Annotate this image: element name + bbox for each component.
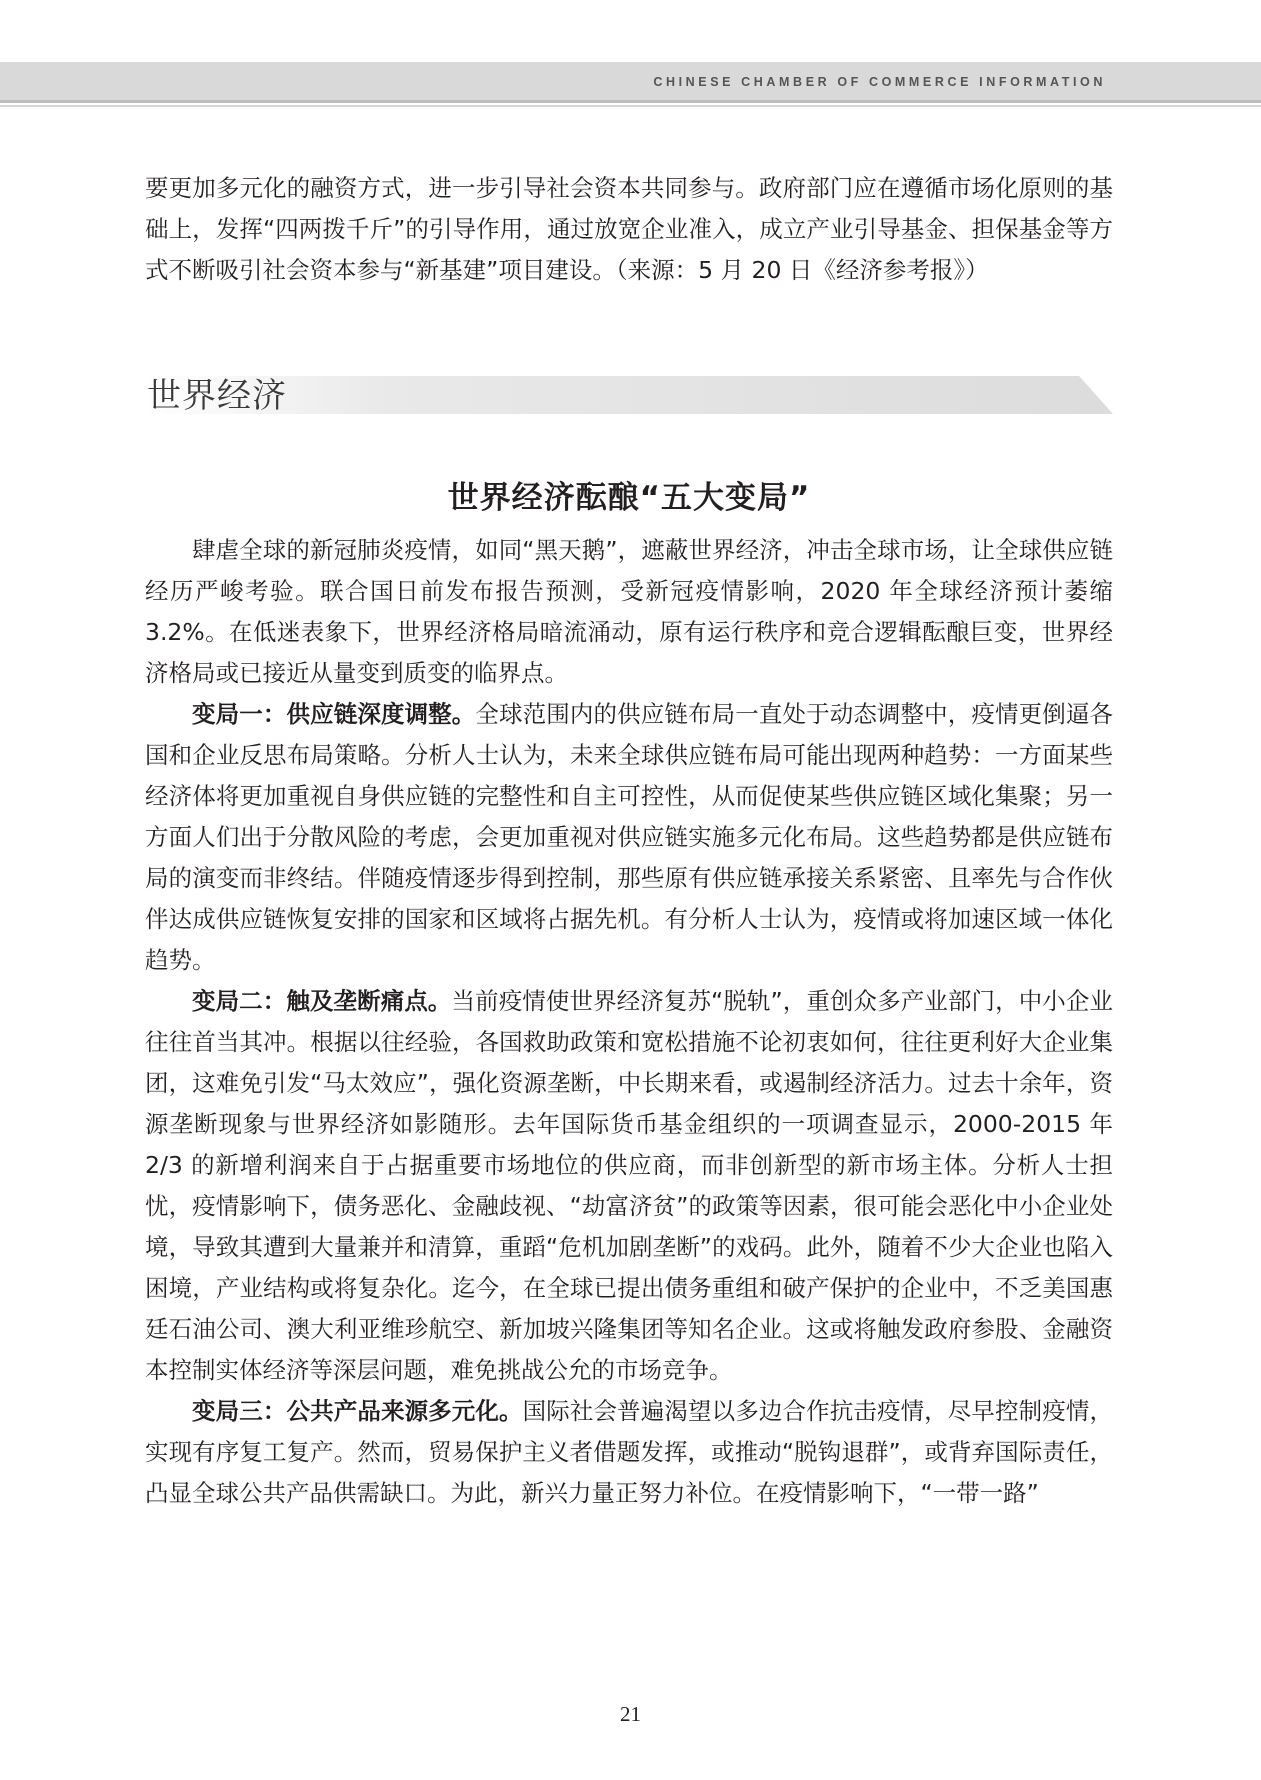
page-number: 21 [620, 1702, 641, 1726]
change-one-paragraph [145, 694, 1113, 981]
change-two-heading: 变局二：触及垄断痛点。 [192, 987, 452, 1015]
running-header-band [0, 62, 1261, 103]
change-three-heading: 变局三：公共产品来源多元化。 [192, 1397, 523, 1425]
header-divider [0, 105, 1261, 107]
change-one-heading: 变局一：供应链深度调整。 [192, 700, 476, 728]
continued-paragraph: 要更加多元化的融资方式，进一步引导社会资本共同参与。政府部门应在遵循市场化原则的基础上，发挥“四两拨千斤”的引导作用，通过放宽企业准入，成立产业引导基金、担保基金等方式不断吸引社会资本参与“新基建”项目建设。（来源：5 月 20 日《经济参考报》） [145, 174, 1113, 284]
change-three-paragraph [145, 1391, 1113, 1514]
change-two-text: 当前疫情使世界经济复苏“脱轨”，重创众多产业部门，中小企业往往首当其冲。根据以往经验，各国救助政策和宽松措施不论初衷如何，往往更利好大企业集团，这难免引发“马太效应”，强化资源垄断，中长期来看，或遏制经济活力。过去十余年，资源垄断现象与世界经济如影随形。去年国际货币基金组织的一项调查显示，2000-2015 年 2/3 的新增利润来自于占据重要市场地位的供应商，而非创新型的新市场主体。分析人士担忧，疫情影响下，债务恶化、金融歧视、“劫富济贫”的政策等因素，很可能会恶化中小企业处境，导致其遭到大量兼并和清算，重蹈“危机加剧垄断”的戏码。此外，随着不少大企业也陷入困境，产业结构或将复杂化。迄今，在全球已提出债务重组和破产保护的企业中，不乏美国惠廷石油公司、澳大利亚维珍航空、新加坡兴隆集团等知名企业。这或将触发政府参股、金融资本控制实体经济等深层问题，难免挑战公允的市场竞争。 [145, 987, 1113, 1384]
article-title: 世界经济酝酿“五大变局” [447, 479, 811, 516]
running-header-title: CHINESE CHAMBER OF COMMERCE INFORMATION [653, 75, 1106, 89]
change-one-text: 全球范围内的供应链布局一直处于动态调整中，疫情更倒逼各国和企业反思布局策略。分析人士认为，未来全球供应链布局可能出现两种趋势：一方面某些经济体将更加重视自身供应链的完整性和自主可控性，从而促使某些供应链区域化集聚；另一方面人们出于分散风险的考虑，会更加重视对供应链实施多元化布局。这些趋势都是供应链布局的演变而非终结。伴随疫情逐步得到控制，那些原有供应链承接关系紧密、且率先与合作伙伴达成供应链恢复安排的国家和区域将占据先机。有分析人士认为，疫情或将加速区域一体化趋势。 [145, 700, 1114, 974]
section-banner [145, 376, 1113, 414]
change-two-paragraph [145, 981, 1113, 1391]
change-three-text: 国际社会普遍渴望以多边合作抗击疫情，尽早控制疫情，实现有序复工复产。然而，贸易保护主义者借题发挥，或推动“脱钩退群”，或背弃国际责任，凸显全球公共产品供需缺口。为此，新兴力量正努力补位。在疫情影响下，“一带一路” [145, 1397, 1114, 1507]
intro-paragraph: 肆虐全球的新冠肺炎疫情，如同“黑天鹅”，遮蔽世界经济，冲击全球市场，让全球供应链经历严峻考验。联合国日前发布报告预测，受新冠疫情影响，2020 年全球经济预计萎缩 3.2%。在低迷表象下，世界经济格局暗流涌动，原有运行秩序和竞合逻辑酝酿巨变，世界经济格局或已接近从量变到质变的临界点。 [145, 536, 1113, 687]
section-title: 世界经济 [147, 376, 287, 416]
continued-text-block [145, 168, 1113, 291]
article-body [145, 530, 1113, 1514]
